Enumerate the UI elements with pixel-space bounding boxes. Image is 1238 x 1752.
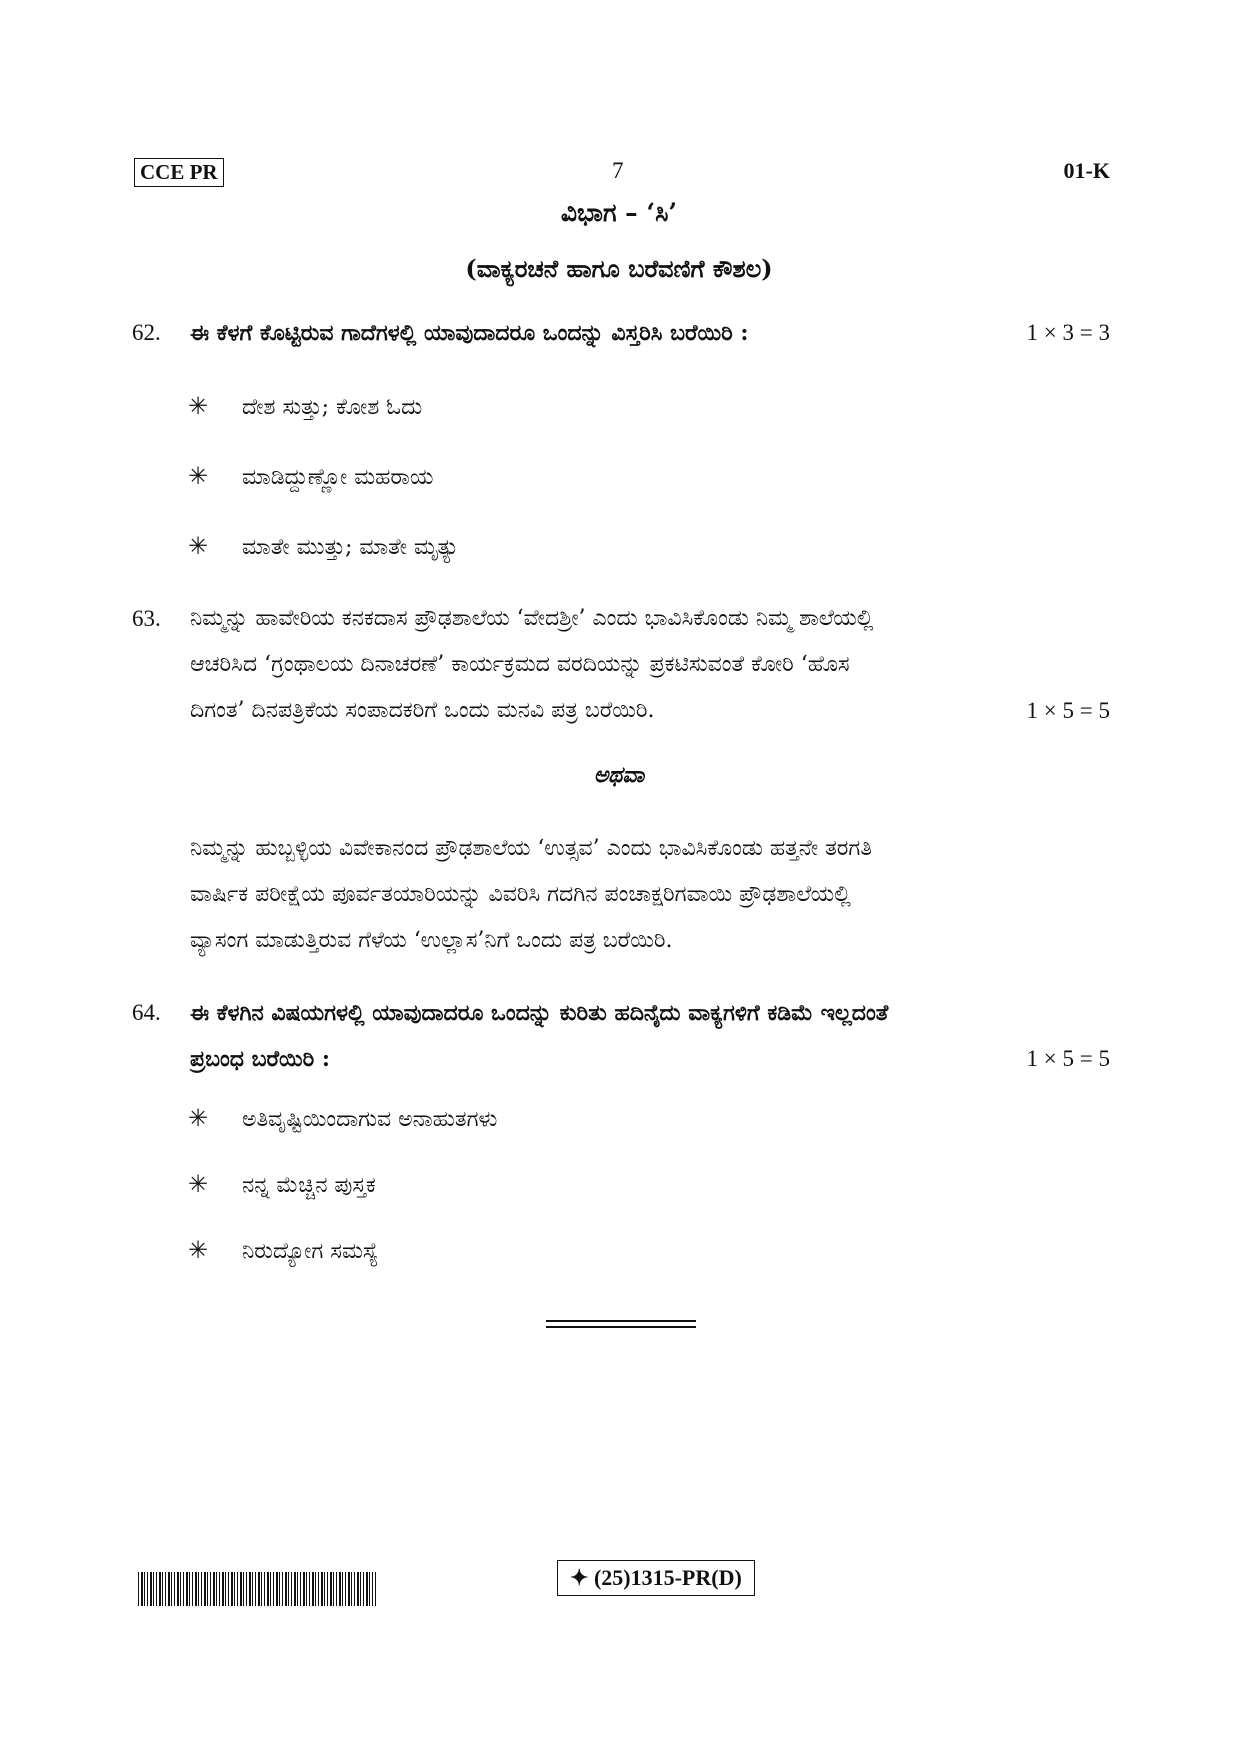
asterisk-icon: ✳ bbox=[188, 532, 209, 560]
paper-type-label: CCE PR bbox=[134, 158, 224, 187]
question-text-line: ನಿಮ್ಮನ್ನು ಹುಬ್ಬಳ್ಳಿಯ ವಿವೇಕಾನಂದ ಪ್ರೌಢಶಾಲೆಯ ‘ಉತ್ಸವ’ ಎಂದು ಭಾವಿಸಿಕೊಂಡು ಹತ್ತನೇ ತರಗತಿ bbox=[190, 836, 872, 861]
list-item: ✳ ಮಾತೇ ಮುತ್ತು; ಮಾತೇ ಮೃತ್ಯು bbox=[188, 532, 460, 560]
question-number: 62. bbox=[132, 320, 161, 345]
asterisk-icon: ✳ bbox=[188, 1170, 209, 1198]
list-item: ✳ ನನ್ನ ಮೆಚ್ಚಿನ ಪುಸ್ತಕ bbox=[188, 1170, 376, 1198]
question-62 bbox=[132, 310, 1110, 356]
paper-code: 01-K bbox=[1063, 158, 1110, 183]
question-text-line: ನಿಮ್ಮನ್ನು ಹಾವೇರಿಯ ಕನಕದಾಸ ಪ್ರೌಢಶಾಲೆಯ ‘ವೇದಶ್ರೀ’ ಎಂದು ಭಾವಿಸಿಕೊಂಡು ನಿಮ್ಮ ಶಾಲೆಯಲ್ಲಿ bbox=[190, 606, 874, 631]
question-marks: 1 × 3 = 3 bbox=[1026, 320, 1110, 345]
list-item: ✳ ಮಾಡಿದ್ದುಣ್ಣೋ ಮಹರಾಯ bbox=[188, 462, 434, 490]
alternate-question bbox=[190, 826, 1110, 964]
question-text-line: ಈ ಕೆಳಗಿನ ವಿಷಯಗಳಲ್ಲಿ ಯಾವುದಾದರೂ ಒಂದನ್ನು ಕುರಿತು ಹದಿನೈದು ವಾಕ್ಯಗಳಿಗೆ ಕಡಿಮೆ ಇಲ್ಲದಂತೆ bbox=[190, 1000, 889, 1026]
question-text-line: ಆಚರಿಸಿದ ‘ಗ್ರಂಥಾಲಯ ದಿನಾಚರಣೆ’ ಕಾರ್ಯಕ್ರಮದ ವರದಿಯನ್ನು ಪ್ರಕಟಿಸುವಂತೆ ಕೋರಿ ‘ಹೊಸ bbox=[190, 652, 850, 677]
question-text: ಈ ಕೆಳಗೆ ಕೊಟ್ಟಿರುವ ಗಾದೆಗಳಲ್ಲಿ ಯಾವುದಾದರೂ ಒಂದನ್ನು ವಿಸ್ತರಿಸಿ ಬರೆಯಿರಿ : bbox=[190, 320, 749, 346]
question-text-line: ವಾರ್ಷಿಕ ಪರೀಕ್ಷೆಯ ಪೂರ್ವತಯಾರಿಯನ್ನು ವಿವರಿಸಿ ಗದಗಿನ ಪಂಚಾಕ್ಷರಿಗವಾಯಿ ಪ್ರೌಢಶಾಲೆಯಲ್ಲಿ bbox=[190, 882, 851, 907]
question-number: 64. bbox=[132, 1000, 161, 1025]
question-marks: 1 × 5 = 5 bbox=[1026, 1046, 1110, 1071]
asterisk-icon: ✳ bbox=[188, 1236, 209, 1264]
question-64 bbox=[132, 990, 1110, 1084]
question-text-line: ದಿಗಂತ’ ದಿನಪತ್ರಿಕೆಯ ಸಂಪಾದಕರಿಗೆ ಒಂದು ಮನವಿ ಪತ್ರ ಬರೆಯಿರಿ. bbox=[190, 698, 655, 723]
asterisk-icon: ✳ bbox=[188, 1104, 209, 1132]
page-number: 7 bbox=[612, 158, 624, 183]
star-icon: ✦ bbox=[570, 1565, 589, 1590]
section-subtitle: (ವಾಕ್ಯರಚನೆ ಹಾಗೂ ಬರೆವಣಿಗೆ ಕೌಶಲ) bbox=[465, 254, 773, 283]
question-marks: 1 × 5 = 5 bbox=[1026, 698, 1110, 723]
list-item: ✳ ನಿರುದ್ಯೋಗ ಸಮಸ್ಯೆ bbox=[188, 1236, 379, 1264]
question-number: 63. bbox=[132, 606, 161, 631]
end-rule bbox=[546, 1320, 696, 1322]
asterisk-icon: ✳ bbox=[188, 392, 209, 420]
section-title: ವಿಭಾಗ – ‘ಸಿ’ bbox=[560, 198, 678, 227]
end-rule bbox=[546, 1326, 696, 1328]
question-63 bbox=[132, 596, 1110, 736]
or-separator: ಅಥವಾ bbox=[593, 762, 645, 788]
asterisk-icon: ✳ bbox=[188, 462, 209, 490]
footer-code-box bbox=[557, 1560, 755, 1596]
footer-code: (25)1315-PR(D) bbox=[593, 1565, 742, 1590]
barcode bbox=[138, 1572, 376, 1606]
question-text-line: ವ್ಯಾಸಂಗ ಮಾಡುತ್ತಿರುವ ಗೆಳೆಯ ‘ಉಲ್ಲಾಸ’ನಿಗೆ ಒಂದು ಪತ್ರ ಬರೆಯಿರಿ. bbox=[190, 928, 673, 953]
question-text-line: ಪ್ರಬಂಧ ಬರೆಯಿರಿ : bbox=[190, 1046, 331, 1072]
list-item: ✳ ಅತಿವೃಷ್ಟಿಯಿಂದಾಗುವ ಅನಾಹುತಗಳು bbox=[188, 1104, 498, 1132]
list-item: ✳ ದೇಶ ಸುತ್ತು; ಕೋಶ ಓದು bbox=[188, 392, 423, 420]
